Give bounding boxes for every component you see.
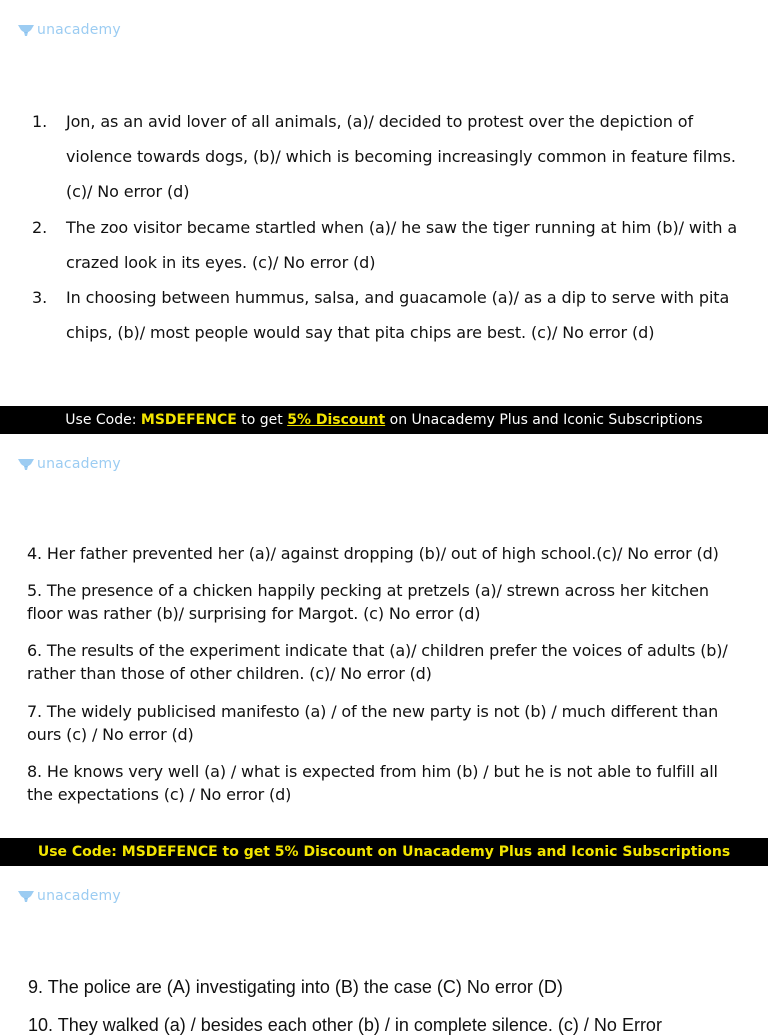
question-10: 10. They walked (a) / besides each other (b) / in complete silence. (c) / No Error [28, 1015, 662, 1035]
question-text: Jon, as an avid lover of all animals, (a)/ decided to protest over the depiction of violence towards dogs, (b)/ which is becoming increasingly common in feature films. (c)/ No error (d) [66, 112, 736, 201]
question-text: The zoo visitor became startled when (a)/ he saw the tiger running at him (b)/ with a crazed look in its eyes. (c)/ No error (d) [66, 218, 738, 272]
logo-text: unacademy [37, 888, 121, 904]
logo-text: unacademy [37, 456, 121, 472]
question-2 [0, 210, 768, 280]
promo-code: MSDEFENCE [140, 412, 237, 428]
graduation-cap-icon [17, 456, 35, 472]
question-number: 3. [32, 288, 48, 307]
question-4: 4. Her father prevented her (a)/ against dropping (b)/ out of high school.(c)/ No error (d) [27, 544, 719, 563]
question-8: 8. He knows very well (a) / what is expected from him (b) / but he is not able to fulfill all the expectations (c) / No error (d) [27, 762, 718, 804]
banner-suffix: on Unacademy Plus and Iconic Subscriptions [385, 412, 703, 428]
unacademy-logo [17, 22, 121, 38]
question-5: 5. The presence of a chicken happily pecking at pretzels (a)/ strewn across her kitchen floor was rather (b)/ surprising for Margot. (c) No error (d) [27, 581, 709, 623]
banner-prefix: Use Code: [65, 412, 141, 428]
discount-link[interactable]: 5% Discount [287, 412, 386, 428]
question-7: 7. The widely publicised manifesto (a) / of the new party is not (b) / much different than ours (c) / No error (d) [27, 702, 719, 744]
question-3 [0, 280, 768, 350]
question-9: 9. The police are (A) investigating into (B) the case (C) No error (D) [28, 977, 563, 997]
graduation-cap-icon [17, 888, 35, 904]
page-2 [0, 434, 768, 838]
question-number: 1. [32, 112, 48, 131]
promo-banner [0, 406, 768, 434]
question-6: 6. The results of the experiment indicate that (a)/ children prefer the voices of adults (b)/ rather than those of other children. (c)/ No error (d) [27, 641, 728, 683]
page-1 [0, 0, 768, 406]
page-3 [0, 866, 768, 1035]
question-1 [0, 104, 768, 209]
question-number: 2. [32, 218, 48, 237]
unacademy-logo [17, 456, 121, 472]
banner-mid: to get [236, 412, 288, 428]
graduation-cap-icon [17, 22, 35, 38]
promo-banner-2: Use Code: MSDEFENCE to get 5% Discount on Unacademy Plus and Iconic Subscriptions [0, 838, 768, 866]
logo-text: unacademy [37, 22, 121, 38]
question-text: In choosing between hummus, salsa, and guacamole (a)/ as a dip to serve with pita chips, (b)/ most people would say that pita chips are best. (c)/ No error (d) [66, 288, 730, 342]
unacademy-logo [17, 888, 121, 904]
